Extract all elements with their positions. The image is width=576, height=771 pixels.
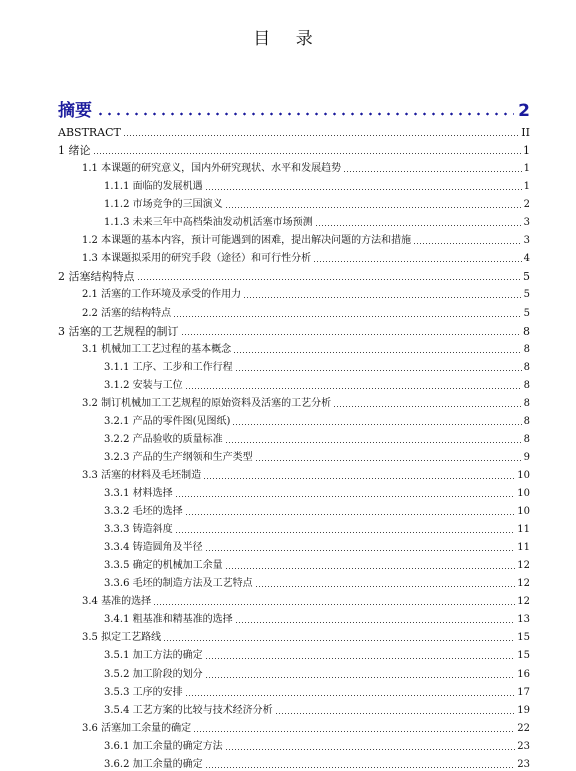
toc-entry[interactable] <box>104 378 530 392</box>
toc-entry-text: 3.3.4 铸造圆角及半径 <box>104 542 203 554</box>
toc-entry[interactable] <box>82 594 530 608</box>
dot-leader <box>93 152 522 155</box>
toc-entry[interactable] <box>82 630 530 644</box>
dot-leader <box>233 351 522 354</box>
toc-entry-page: 12 <box>517 596 530 608</box>
toc-entry-text: 3.5.1 加工方法的确定 <box>104 650 203 662</box>
toc-entry-text: 3.1.2 安装与工位 <box>104 379 183 391</box>
dot-leader <box>343 170 522 173</box>
toc-entry[interactable] <box>82 287 530 301</box>
toc-entry-summary[interactable] <box>58 96 530 121</box>
dot-leader <box>225 748 516 751</box>
toc-entry-page: 4 <box>523 253 530 265</box>
dot-leader <box>313 260 522 263</box>
toc-entry[interactable] <box>104 197 530 211</box>
toc-entry-page: 15 <box>517 632 530 644</box>
toc-entry-page: 12 <box>517 560 530 572</box>
dot-leader <box>175 495 516 498</box>
dot-leader <box>232 423 521 426</box>
dot-leader <box>225 206 522 209</box>
toc-entry[interactable] <box>104 504 530 518</box>
toc-entry-text: 3.5.4 工艺方案的比较与技术经济分析 <box>104 704 273 716</box>
toc-entry-page: 11 <box>517 524 530 536</box>
toc-entry-page: 3 <box>523 217 530 229</box>
toc-entry-text: 3.3 活塞的材料及毛坯制造 <box>82 469 202 481</box>
dot-leader <box>205 549 516 552</box>
toc-entry-text: 1.1.3 未来三年中高档柴油发动机活塞市场预测 <box>104 217 313 229</box>
dot-leader <box>193 730 515 733</box>
dot-leader <box>205 676 516 679</box>
toc-entry-page: 8 <box>523 343 530 355</box>
dot-leader <box>255 585 516 588</box>
toc-entry[interactable] <box>82 396 530 410</box>
toc-entry[interactable] <box>82 306 530 320</box>
toc-entry-page: 12 <box>517 578 530 590</box>
toc-entry[interactable] <box>104 667 530 681</box>
toc-entry-text: 3.2 制订机械加工工艺规程的原始资料及活塞的工艺分析 <box>82 397 332 409</box>
toc-entry-page: 8 <box>523 433 530 445</box>
toc-entry-text: 3.5 拟定工艺路线 <box>82 632 162 644</box>
toc-entry-page: 15 <box>517 650 530 662</box>
toc-entry-page: 2 <box>523 199 530 211</box>
toc-entry-text: 3.6.1 加工余量的确定方法 <box>104 740 223 752</box>
toc-entry-text: 3.5.2 加工阶段的划分 <box>104 668 203 680</box>
toc-entry-text: 3.3.5 确定的机械加工余量 <box>104 560 223 572</box>
toc-entry[interactable] <box>104 522 530 536</box>
toc-entry-page: 5 <box>523 289 530 301</box>
toc-entry[interactable] <box>104 450 530 464</box>
dot-leader <box>175 531 516 534</box>
toc-entry[interactable] <box>82 251 530 265</box>
toc-entry[interactable] <box>104 360 530 374</box>
toc-entry-text: 1.1.1 面临的发展机遇 <box>104 181 203 193</box>
toc-entry-page: 9 <box>523 451 530 463</box>
toc-entry-text: 3.5.3 工序的安排 <box>104 686 183 698</box>
toc-entry-text: 3.1.1 工序、工步和工作行程 <box>104 361 233 373</box>
dot-leader <box>96 112 514 116</box>
toc-entry[interactable] <box>104 685 530 699</box>
toc-entry[interactable] <box>104 648 530 662</box>
dot-leader <box>181 333 522 336</box>
toc-entry[interactable] <box>82 233 530 247</box>
dot-leader <box>185 694 516 697</box>
toc-entry[interactable] <box>104 757 530 771</box>
toc-entry[interactable] <box>82 468 530 482</box>
toc-entry-page: 8 <box>523 397 530 409</box>
toc-entry-page: 11 <box>517 542 530 554</box>
toc-entry-page: 23 <box>517 740 530 752</box>
toc-entry-page: 16 <box>517 668 530 680</box>
toc-entry-text: 3 活塞的工艺规程的制订 <box>58 324 179 338</box>
toc-entry-text: 3.2.1 产品的零件图(见图纸) <box>104 415 231 427</box>
toc-entry-page: 1 <box>523 181 530 193</box>
toc-entry-page: 10 <box>517 469 530 481</box>
toc-entry[interactable] <box>104 558 530 572</box>
toc-entry-text: 1 绪论 <box>58 144 91 158</box>
toc-entry-text: 3.2.2 产品验收的质量标准 <box>104 433 223 445</box>
toc-entry-page: 3 <box>523 235 530 247</box>
dot-leader <box>185 513 516 516</box>
toc-entry-page: 8 <box>523 324 530 338</box>
toc-entry-page: 17 <box>517 686 530 698</box>
toc-entry-text: 2.2 活塞的结构特点 <box>82 307 172 319</box>
toc-entry[interactable] <box>82 342 530 356</box>
toc-entry-text: 1.2 本课题的基本内容，预计可能遇到的困难，提出解决问题的方法和措施 <box>82 235 412 247</box>
dot-leader <box>235 621 516 624</box>
toc-entry-text: 3.3.1 材料选择 <box>104 488 173 499</box>
dot-leader <box>225 441 522 444</box>
toc-entry[interactable] <box>58 269 530 283</box>
dot-leader <box>243 296 522 299</box>
dot-leader <box>315 224 522 227</box>
toc-entry[interactable] <box>104 486 530 500</box>
toc-entry[interactable] <box>82 721 530 735</box>
toc-entry-text: 3.3.3 铸造斜度 <box>104 524 173 536</box>
toc-entry-text: 3.6.2 加工余量的确定 <box>104 758 203 770</box>
toc-entry-text: 3.2.3 产品的生产纲领和生产类型 <box>104 451 253 463</box>
toc-entry-text: 3.4 基准的选择 <box>82 596 152 608</box>
toc-entry-page: 1 <box>523 163 530 175</box>
toc-entry[interactable] <box>104 576 530 590</box>
dot-leader <box>413 242 522 245</box>
toc-entry[interactable] <box>104 432 530 446</box>
toc-entry[interactable] <box>104 703 530 717</box>
dot-leader <box>275 712 516 715</box>
dot-leader <box>225 567 516 570</box>
toc-title: 目 录 <box>253 29 323 49</box>
toc-entry[interactable] <box>58 143 530 157</box>
toc-entry[interactable] <box>104 540 530 554</box>
toc-entry[interactable] <box>82 161 530 175</box>
toc-entry-page: 19 <box>517 704 530 716</box>
dot-leader <box>123 134 519 137</box>
toc-entry-text: 3.1 机械加工工艺过程的基本概念 <box>82 343 232 355</box>
toc-entry-page: 23 <box>517 758 530 770</box>
toc-entry[interactable] <box>58 324 530 338</box>
toc-entry-page: 8 <box>523 379 530 391</box>
dot-leader <box>203 477 515 480</box>
dot-leader <box>185 387 522 390</box>
toc-entry-text: 1.1.2 市场竞争的三国演义 <box>104 199 223 211</box>
dot-leader <box>255 459 522 462</box>
dot-leader <box>333 405 522 408</box>
toc-entry-text: 1.1 本课题的研究意义，国内外研究现状、水平和发展趋势 <box>82 163 342 175</box>
toc-entry-text: 1.3 本课题拟采用的研究手段（途径）和可行性分析 <box>82 253 312 265</box>
summary-page: 2 <box>518 101 530 121</box>
toc-entry[interactable] <box>104 414 530 428</box>
dot-leader <box>205 766 516 769</box>
toc-entry-text: ABSTRACT <box>58 126 121 139</box>
toc-entry-text: 3.3.6 毛坯的制造方法及工艺特点 <box>104 578 253 590</box>
toc-entry[interactable] <box>104 215 530 229</box>
toc-entry-text: 3.3.2 毛坯的选择 <box>104 506 183 518</box>
toc-entry[interactable] <box>104 179 530 193</box>
dot-leader <box>137 278 522 281</box>
dot-leader <box>153 603 515 606</box>
dot-leader <box>173 315 522 318</box>
summary-label: 摘要 <box>58 101 92 121</box>
toc-entry-page: 8 <box>523 361 530 373</box>
toc-entry[interactable] <box>58 125 530 139</box>
toc-entry-page: II <box>521 126 530 139</box>
toc-entry-text: 2 活塞结构特点 <box>58 270 135 284</box>
dot-leader <box>205 188 522 191</box>
toc-entry[interactable] <box>104 612 530 626</box>
dot-leader <box>163 639 515 642</box>
toc-entry-text: 3.4.1 粗基准和精基准的选择 <box>104 614 233 626</box>
toc-entry-page: 8 <box>523 415 530 427</box>
toc-entry-page: 13 <box>517 614 530 626</box>
toc-entry-page: 10 <box>517 506 530 518</box>
toc-entry-text: 3.6 活塞加工余量的确定 <box>82 722 192 734</box>
toc-entry-page: 10 <box>517 488 530 499</box>
toc-entry-page: 22 <box>517 722 530 734</box>
toc-entry-page: 5 <box>523 270 530 284</box>
dot-leader <box>235 369 522 372</box>
dot-leader <box>205 657 516 660</box>
toc-entry[interactable] <box>104 739 530 753</box>
toc-entry-page: 5 <box>523 307 530 319</box>
toc-entry-page: 1 <box>523 144 530 158</box>
toc-entry-text: 2.1 活塞的工作环境及承受的作用力 <box>82 289 242 301</box>
